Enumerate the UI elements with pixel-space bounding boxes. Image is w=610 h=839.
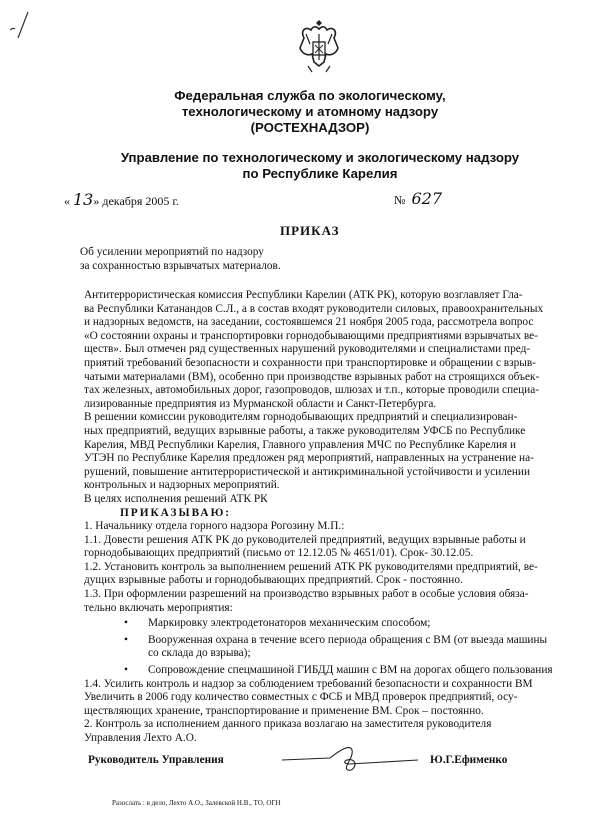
bullet-icon: • <box>124 633 128 646</box>
distribution-list: Разослать : в дело, Лехто А.О., Залевской Н.В., ТО, ОГН <box>112 799 281 807</box>
org-line-1: Федеральная служба по экологическому, <box>174 88 446 103</box>
order-line: дущих взрывные работы и горнодобывающих предприятий. Срок - постоянно. <box>84 574 463 587</box>
number-value: 627 <box>411 189 442 208</box>
order-line: 1. Начальнику отдела горного надзора Рогозину М.П.: <box>84 520 345 533</box>
bullet-text: Вооруженная охрана в течение всего периода обращения с ВМ (от выезда машины <box>148 633 548 646</box>
department-name <box>60 150 580 182</box>
bullet-text: Маркировку электродетонаторов механическим способом; <box>148 617 431 630</box>
order-line: горнодобывающих предприятий (письмо от 12.12.05 № 4651/01). Срок- 30.12.05. <box>84 547 474 560</box>
bullet-item <box>84 617 574 631</box>
body-line: приятий требований безопасности и сохранности при транспортировке и обращении с взрыв- <box>84 356 536 369</box>
body-line: В целях исполнения решений АТК РК <box>84 492 268 505</box>
order-line: 1.3. При оформлении разрешений на производство взрывных работ в особые условия обяза- <box>84 588 529 601</box>
order-line: тельно включать мероприятия: <box>84 601 233 614</box>
bullet-text: Сопровождение спецмашиной ГИБДД машин с ВМ на дорогах общего пользования <box>148 664 553 677</box>
subject <box>80 246 281 273</box>
body-line: чатыми материалами (ВМ), особенно при производстве взрывных работ на строящихся объек- <box>84 370 540 383</box>
body-line: тах железных, автомобильных дорог, газопроводов, шлюзах и т.п., которые проводили специа- <box>84 384 540 397</box>
body-line: Карелия, МВД Республики Карелия, Главного управления МЧС по Республике Карелия и <box>84 438 517 451</box>
date-day: 13 <box>73 190 94 209</box>
body-line: Антитеррористическая комиссия Республики Карелии (АТК РК), которую возглавляет Гла- <box>84 289 523 301</box>
number-label: № <box>394 193 406 207</box>
organization-name <box>100 88 520 136</box>
body-line: и надзорных ведомств, на заседании, состоявшемся 21 ноября 2005 года, рассмотрела вопрос <box>84 316 534 329</box>
subject-line-2: за сохранностью взрывчатых материалов. <box>80 259 281 272</box>
bullet-continuation: со склада до взрыва); <box>148 647 251 660</box>
final-line: 2. Контроль за исполнением данного приказа возлагаю на заместителя руководителя <box>84 718 492 731</box>
bullet-icon: • <box>124 664 128 677</box>
handwritten-mark <box>6 8 30 44</box>
final-line: Управления Лехто А.О. <box>84 732 197 744</box>
order-line: 1.1. Довести решения АТК РК до руководителей предприятий, ведущих взрывные работы и <box>84 533 526 546</box>
org-line-3: (РОСТЕХНАДЗОР) <box>250 120 370 135</box>
final-line: 1.4. Усилить контроль и надзор за соблюдением требований безопасности и сохранности ВМ <box>84 677 533 690</box>
body-line: рушений, повышение антитеррористической и антикриминальной устойчивости и усилении <box>84 465 531 478</box>
dept-line-1: Управление по технологическому и экологическому надзору <box>120 150 520 165</box>
dept-line-2: по Республике Карелия <box>242 166 398 181</box>
body-line: ных предприятий, ведущих взрывные работы, а также руководителям УФСБ по Республике <box>84 424 526 437</box>
document-title: ПРИКАЗ <box>280 223 340 238</box>
order-number <box>394 189 442 208</box>
body-line: ва Республики Катанандов С.Л., а в состав входят руководители силовых, правоохранительных <box>84 302 544 315</box>
bullet-item <box>84 664 574 678</box>
body-line: В решении комиссии руководителям горнодобывающих предприятий и специализирован- <box>84 411 518 424</box>
body-line: контрольных и надзорных мероприятий. <box>84 479 280 492</box>
signatory-name: Ю.Г.Ефименко <box>430 754 508 766</box>
order-line: 1.2. Установить контроль за выполнением решений АТК РК руководителями предприятий, ве- <box>84 560 538 573</box>
final-line: ществляющих хранение, транспортирование и применение ВМ. Срок – постоянно. <box>84 704 484 717</box>
bullet-item <box>84 634 574 648</box>
document-body <box>84 289 574 746</box>
order-date <box>64 190 179 209</box>
subject-line-1: Об усилении мероприятий по надзору <box>80 246 264 258</box>
handwritten-signature <box>280 740 420 776</box>
body-line: ществ». Был отмечен ряд существенных нарушений руководителями и специалистами пред- <box>84 343 531 356</box>
orders-heading: ПРИКАЗЫВАЮ: <box>120 506 232 519</box>
date-prefix: « <box>64 194 70 208</box>
coat-of-arms-emblem <box>296 20 342 76</box>
date-suffix: » декабря 2005 г. <box>93 194 179 208</box>
body-line: УТЭН по Республике Карелия предложен ряд мероприятий, направленных на устранение на- <box>84 452 534 465</box>
signature-title: Руководитель Управления <box>88 754 224 766</box>
org-line-2: технологическому и атомному надзору <box>181 104 439 119</box>
bullet-icon: • <box>124 617 128 630</box>
final-line: Увеличить в 2006 году количество совместных с ФСБ и МВД проверок предприятий, осу- <box>84 691 518 704</box>
body-line: «О состоянии охраны и транспортировки горнодобывающими предприятиями взрывчатых ве- <box>84 329 538 342</box>
body-line: лизированные предприятия из Мурманской области и Санкт-Петербурга. <box>84 397 437 410</box>
